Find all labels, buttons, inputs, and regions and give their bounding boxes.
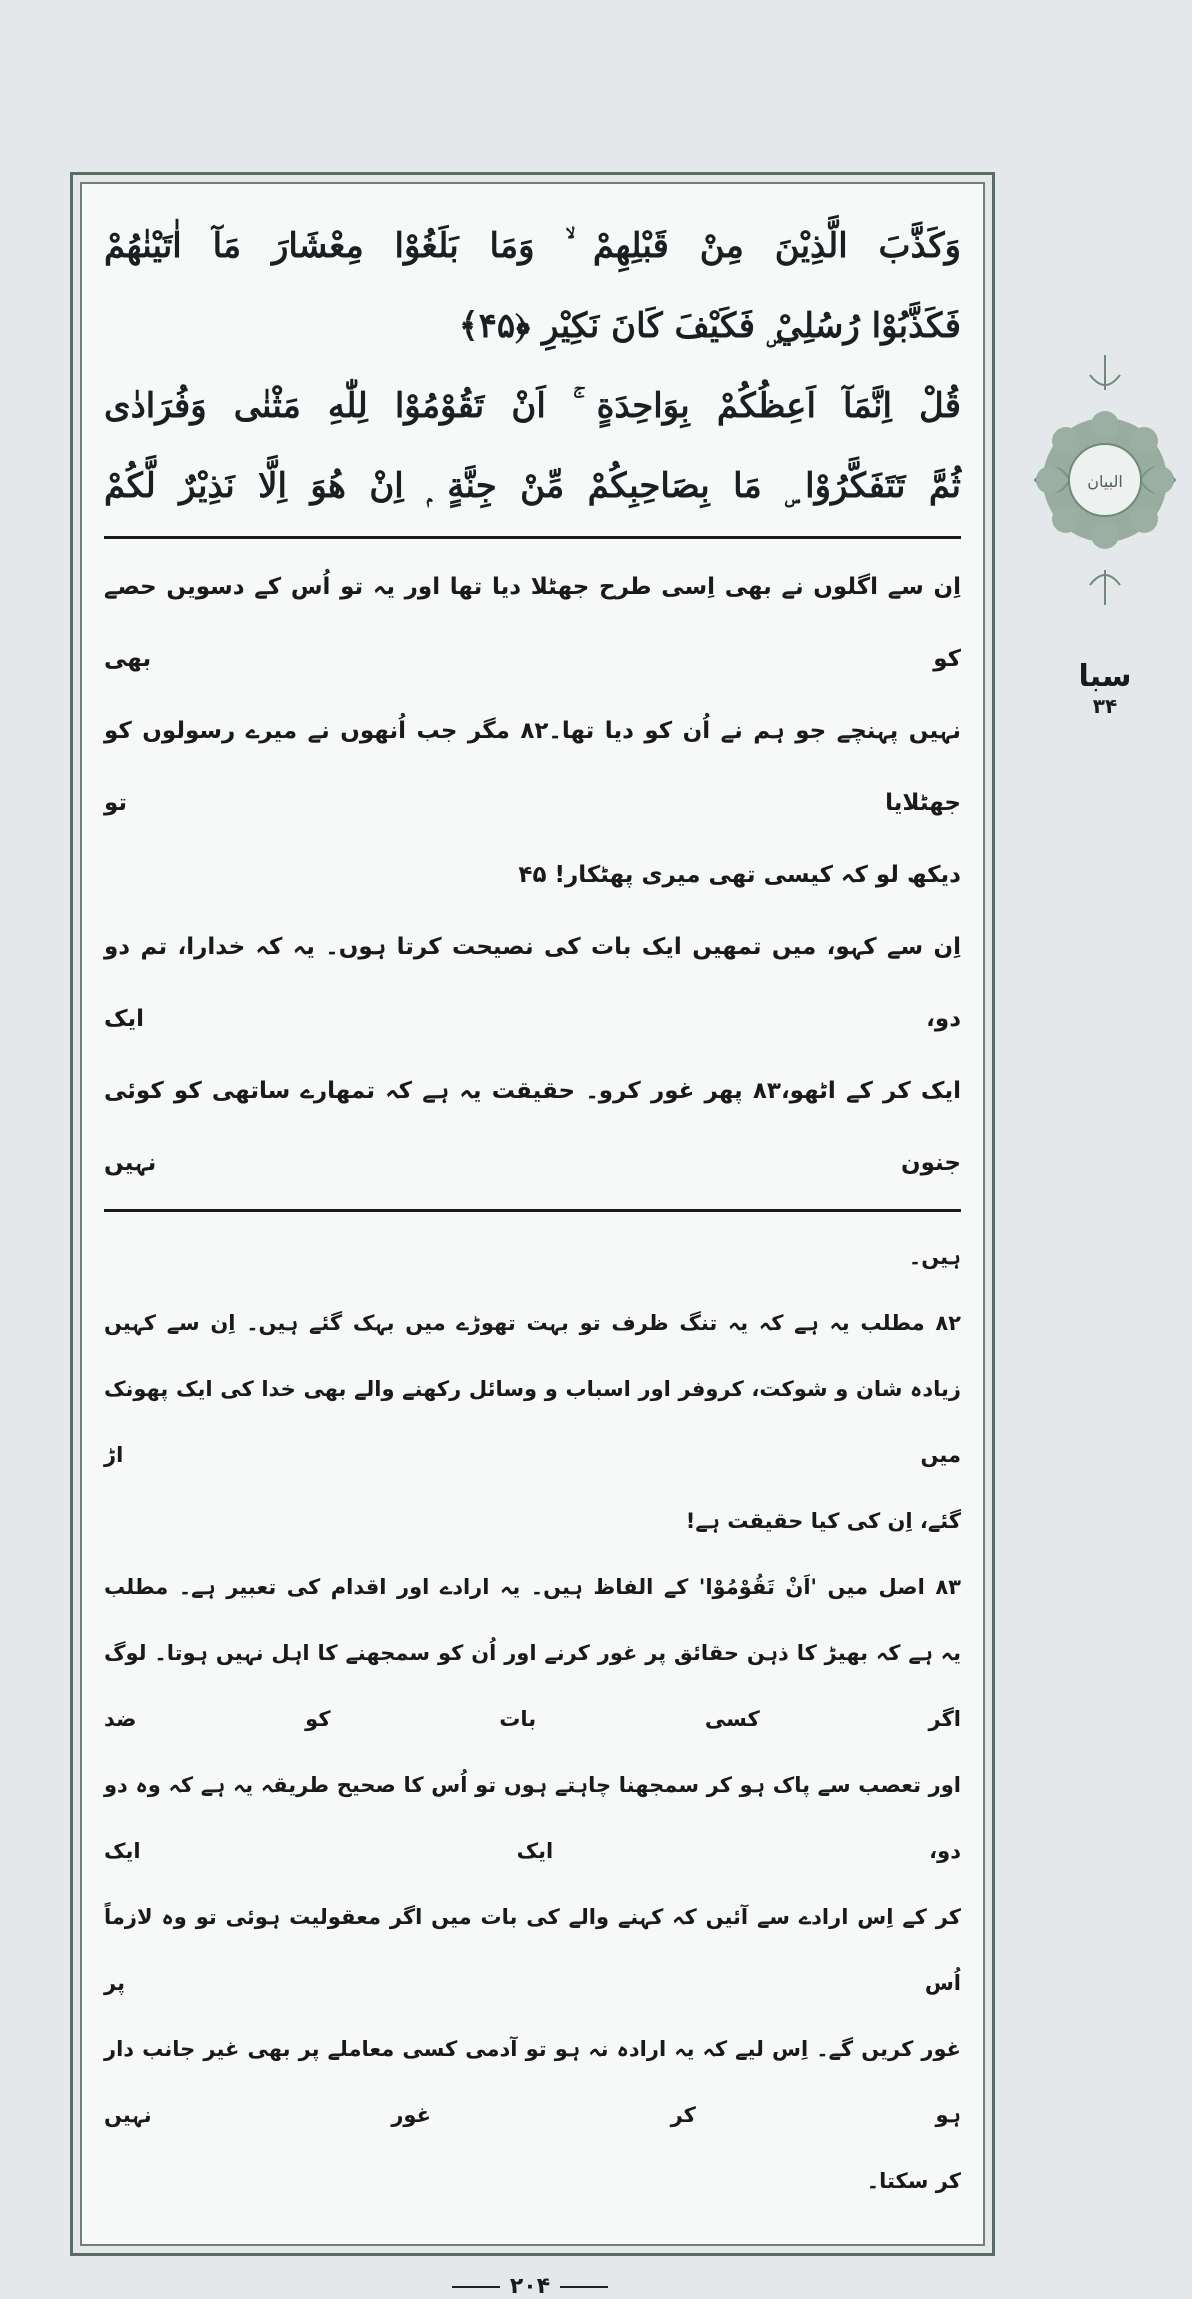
translation-line: دیکھ لو کہ کیسی تھی میری پھٹکار! ۴۵ <box>518 862 961 888</box>
surah-label <box>1060 660 1150 718</box>
commentary-line: کر سکتا۔ <box>866 2169 961 2193</box>
page-frame-inner <box>80 182 985 2246</box>
quran-line: فَكَذَّبُوْا رُسُلِيْ ۣ فَكَيْفَ كَانَ نَكِيْرِ ﴿۴۵﴾ <box>458 306 961 346</box>
commentary-line: کر کے اِس ارادے سے آئیں کہ کہنے والے کی بات میں اگر معقولیت ہوئی تو وہ لازماً اُس پر <box>104 1905 961 1995</box>
divider <box>104 536 961 539</box>
translation-line: نہیں پہنچے جو ہم نے اُن کو دیا تھا۔٨٢ مگر جب اُنھوں نے میرے رسولوں کو جھٹلایا تو <box>104 718 961 816</box>
surah-name: سبا <box>1078 659 1132 694</box>
quran-text <box>104 206 961 526</box>
commentary-line: زیادہ شان و شوکت، کروفر اور اسباب و وسائل رکھنے والے بھی خدا کی ایک پھونک میں اڑ <box>104 1377 961 1467</box>
commentary-line: غور کریں گے۔ اِس لیے کہ یہ ارادہ نہ ہو تو آدمی کسی معاملے پر بھی غیر جانب دار ہو کر غور نہیں <box>104 2037 961 2127</box>
commentary-line: ٨٢ مطلب یہ ہے کہ یہ تنگ ظرف تو بہت تھوڑے میں بہک گئے ہیں۔ اِن سے کہیں <box>104 1311 961 1335</box>
page-frame-outer <box>70 172 995 2256</box>
translation-line: اِن سے اگلوں نے بھی اِسی طرح جھٹلا دیا تھا اور یہ تو اُس کے دسویں حصے کو بھی <box>104 574 961 672</box>
surah-number: ۳۴ <box>1092 694 1118 718</box>
divider <box>104 1209 961 1212</box>
translation-line: اِن سے کہو، میں تمھیں ایک بات کی نصیحت کرتا ہوں۔ یہ کہ خدارا، تم دو دو، ایک <box>104 934 961 1032</box>
quran-line: قُلْ اِنَّمَآ اَعِظُكُمْ بِوَاحِدَةٍ ۚ اَنْ تَقُوْمُوْا لِلّٰهِ مَثْنٰى وَفُرَادٰى <box>104 386 961 426</box>
quran-line: وَكَذَّبَ الَّذِيْنَ مِنْ قَبْلِهِمْ ۙ وَمَا بَلَغُوْا مِعْشَارَ مَآ اٰتَيْنٰهُمْ <box>104 226 961 266</box>
commentary-line: یہ ہے کہ بھیڑ کا ذہن حقائق پر غور کرنے اور اُن کو سمجھنے کا اہل نہیں ہوتا۔ لوگ اگر کسی بات کو ضد <box>104 1641 961 1731</box>
commentary-text <box>104 1224 961 2214</box>
commentary-line: گئے، اِن کی کیا حقیقت ہے! <box>685 1509 961 1533</box>
quran-line: ثُمَّ تَتَفَكَّرُوْا ۣ مَا بِصَاحِبِكُمْ مِّنْ جِنَّةٍ ۭ اِنْ هُوَ اِلَّا نَذِيْرٌ لَّكُمْ <box>104 466 961 506</box>
commentary-line: ہیں۔ <box>908 1245 961 1269</box>
commentary-line: ٨٣ اصل میں 'اَنْ تَقُوْمُوْا' کے الفاظ ہیں۔ یہ ارادے اور اقدام کی تعبیر ہے۔ مطلب <box>104 1575 961 1599</box>
translation-line: ایک کر کے اٹھو،٨٣ پھر غور کرو۔ حقیقت یہ ہے کہ تمھارے ساتھی کو کوئی جنون نہیں <box>104 1078 961 1176</box>
commentary-line: اور تعصب سے پاک ہو کر سمجھنا چاہتے ہوں تو اُس کا صحیح طریقہ یہ ہے کہ وہ دو دو، ایک ایک <box>104 1773 961 1863</box>
ornament-text: البيان <box>1087 472 1123 491</box>
page-number: ۲۰۴ <box>430 2274 630 2299</box>
ornament-medallion-icon <box>1030 350 1180 610</box>
translation-text <box>104 551 961 1199</box>
